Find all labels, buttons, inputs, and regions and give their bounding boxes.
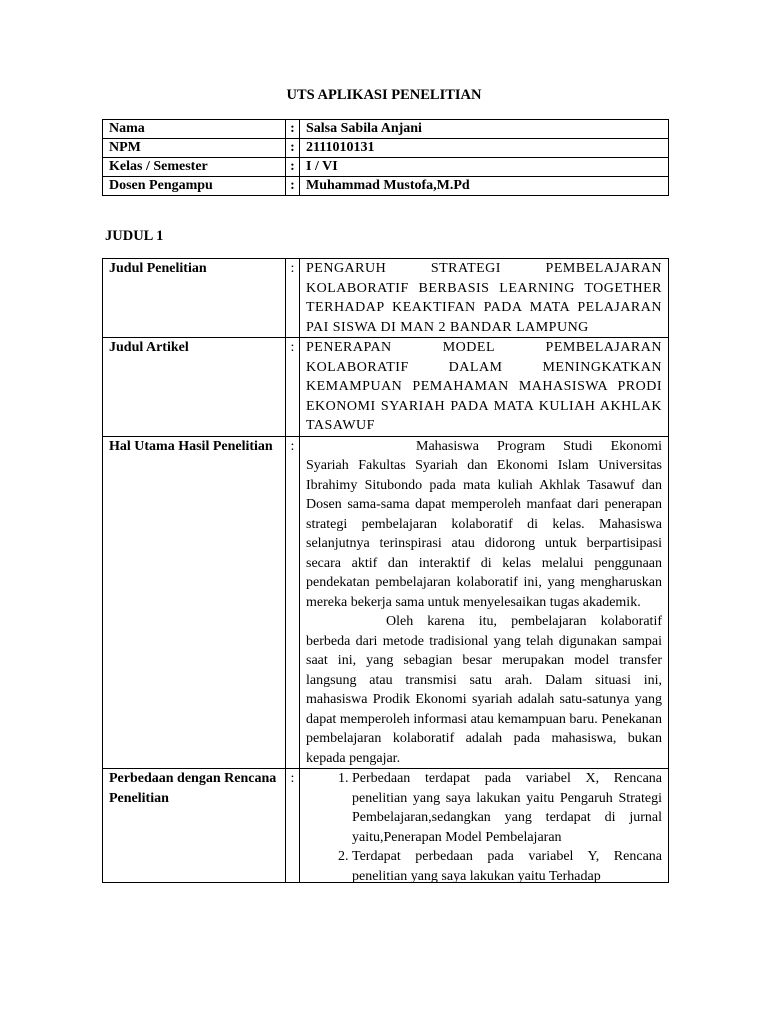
identity-row-dosen	[103, 177, 669, 196]
row-separator: :	[286, 259, 300, 338]
hal-utama-value	[300, 436, 669, 769]
section-heading: JUDUL 1	[105, 228, 164, 244]
identity-value: Muhammad Mustofa,M.Pd	[300, 177, 669, 196]
identity-value: I / VI	[300, 158, 669, 177]
paragraph: Oleh karena itu, pembelajaran kolaboratif berbeda dari metode tradisional yang telah digunakan sampai saat ini, yang sebagian besar merupakan model transfer langsung atau transmisi satu arah. Dalam situasi ini, mahasiswa Prodik Ekonomi syariah adalah satu-satunya yang dapat memperoleh informasi atau kemampuan baru. Penekanan pembelajaran kolaboratif adalah pada mahasiswa, bukan kepada pengajar.	[306, 614, 662, 766]
row-separator: :	[286, 769, 300, 883]
identity-separator: :	[286, 177, 300, 196]
row-label: Perbedaan dengan Rencana Penelitian	[103, 769, 286, 883]
identity-value: 2111010131	[300, 139, 669, 158]
identity-separator: :	[286, 158, 300, 177]
row-separator: :	[286, 338, 300, 437]
row-label: Hal Utama Hasil Penelitian	[103, 436, 286, 769]
row-hal-utama	[103, 436, 669, 769]
page-title: UTS APLIKASI PENELITIAN	[286, 87, 482, 103]
identity-label: Dosen Pengampu	[103, 177, 286, 196]
identity-row-npm	[103, 139, 669, 158]
row-label: Judul Penelitian	[103, 259, 286, 338]
identity-label: Nama	[103, 120, 286, 139]
identity-table	[102, 119, 669, 196]
list-item: 1. Perbedaan terdapat pada variabel X, Rencana penelitian yang saya lakukan yaitu Pengaruh Strategi Pembelajaran,sedangkan yang terdapat di jurnal yaitu,Penerapan Model Pembelajaran	[352, 769, 662, 847]
identity-row-nama	[103, 120, 669, 139]
row-label: Judul Artikel	[103, 338, 286, 437]
identity-label: Kelas / Semester	[103, 158, 286, 177]
list-item: 2. Terdapat perbedaan pada variabel Y, Rencana penelitian yang saya lakukan yaitu Terhadap	[352, 847, 662, 882]
row-judul-penelitian	[103, 259, 669, 338]
research-table	[102, 258, 669, 883]
perbedaan-value	[300, 769, 669, 883]
row-perbedaan	[103, 769, 669, 883]
identity-row-kelas	[103, 158, 669, 177]
row-judul-artikel	[103, 338, 669, 437]
identity-separator: :	[286, 139, 300, 158]
row-separator: :	[286, 436, 300, 769]
identity-separator: :	[286, 120, 300, 139]
identity-value: Salsa Sabila Anjani	[300, 120, 669, 139]
judul-penelitian-value: PENGARUH STRATEGI PEMBELAJARAN KOLABORATIF BERBASIS LEARNING TOGETHER TERHADAP KEAKTIFAN PADA MATA PELAJARAN PAI SISWA DI MAN 2 BANDAR LAMPUNG	[300, 259, 669, 338]
paragraph: Mahasiswa Program Studi Ekonomi Syariah Fakultas Syariah dan Ekonomi Islam Universitas Ibrahimy Situbondo pada mata kuliah Akhlak Tasawuf dan Dosen sama-sama dapat memperoleh manfaat dari penerapan strategi pembelajaran kolaboratif di kelas. Mahasiswa selanjutnya terinspirasi atau didorong untuk berpartisipasi secara aktif dan interaktif di kelas melalui penggunaan pendekatan pembelajaran kolaboratif ini, yang mengharuskan mereka bekerja sama untuk menyelesaikan tugas akademik.	[306, 438, 662, 610]
judul-artikel-value: PENERAPAN MODEL PEMBELAJARAN KOLABORATIF DALAM MENINGKATKAN KEMAMPUAN PEMAHAMAN MAHASISWA PRODI EKONOMI SYARIAH PADA MATA KULIAH AKHLAK TASAWUF	[300, 338, 669, 437]
identity-label: NPM	[103, 139, 286, 158]
difference-list	[306, 769, 662, 882]
